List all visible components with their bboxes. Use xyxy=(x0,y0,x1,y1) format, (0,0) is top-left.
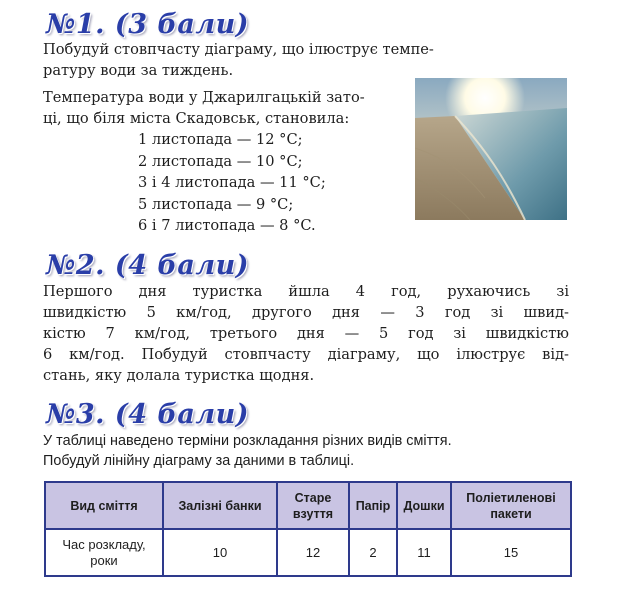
task3-line: У таблиці наведено терміни розкладання різних видів сміття. xyxy=(43,433,452,449)
task2-heading: №2. (4 бали) xyxy=(46,250,250,281)
task3-heading: №3. (4 бали) xyxy=(46,399,250,430)
task3-text xyxy=(43,431,571,471)
table-cell: 2 xyxy=(349,529,397,576)
table-header: Поліетиленові пакети xyxy=(451,482,571,529)
task1-body-line: Температура води у Джарилгацькій зато- xyxy=(43,89,365,106)
task1-heading: №1. (3 бали) xyxy=(46,9,250,40)
table-cell: 11 xyxy=(397,529,451,576)
table-header: Залізні банки xyxy=(163,482,277,529)
task2-line: швидкістю 5 км/год, другого дня — 3 год зі швид- xyxy=(43,304,569,321)
temperature-list-item: 1 листопада — 12 °C; xyxy=(138,131,303,148)
table-header-row xyxy=(45,482,571,529)
table-header: Старе взуття xyxy=(277,482,349,529)
task1-intro-line: ратуру води за тиждень. xyxy=(43,62,234,79)
decomposition-table xyxy=(44,481,572,577)
task2-line: Першого дня туристка йшла 4 год, рухаючись зі xyxy=(43,283,569,300)
task2-line: 6 км/год. Побудуй стовпчасту діаграму, що ілюструє від- xyxy=(43,346,569,363)
temperature-list-item: 5 листопада — 9 °C; xyxy=(138,195,294,213)
table-header: Вид сміття xyxy=(45,482,163,529)
temperature-list xyxy=(138,129,326,237)
table-header: Папір xyxy=(349,482,397,529)
task3-line: Побудуй лінійну діаграму за даними в таблиці. xyxy=(43,453,355,469)
task2-line: стань, яку долала туристка щодня. xyxy=(43,367,315,384)
task1-body-line: ці, що біля міста Скадовськ, становила: xyxy=(43,110,350,127)
beach-photo xyxy=(415,78,567,220)
table-header: Дошки xyxy=(397,482,451,529)
temperature-list-item: 6 і 7 листопада — 8 °C. xyxy=(138,217,316,234)
task1-intro xyxy=(43,39,503,81)
task2-line: кістю 7 км/год, третього дня — 5 год зі швидкістю xyxy=(43,325,569,342)
temperature-list-item: 2 листопада — 10 °C; xyxy=(138,152,303,170)
task1-intro-line: Побудуй стовпчасту діаграму, що ілюструє темпе- xyxy=(43,41,434,58)
table-cell: 10 xyxy=(163,529,277,576)
table-row xyxy=(45,529,571,576)
table-cell: 12 xyxy=(277,529,349,576)
table-row-label: Час розкладу, роки xyxy=(45,529,163,576)
task2-text xyxy=(43,281,569,386)
task1-body xyxy=(43,87,409,129)
table-cell: 15 xyxy=(451,529,571,576)
temperature-list-item: 3 і 4 листопада — 11 °C; xyxy=(138,174,326,191)
